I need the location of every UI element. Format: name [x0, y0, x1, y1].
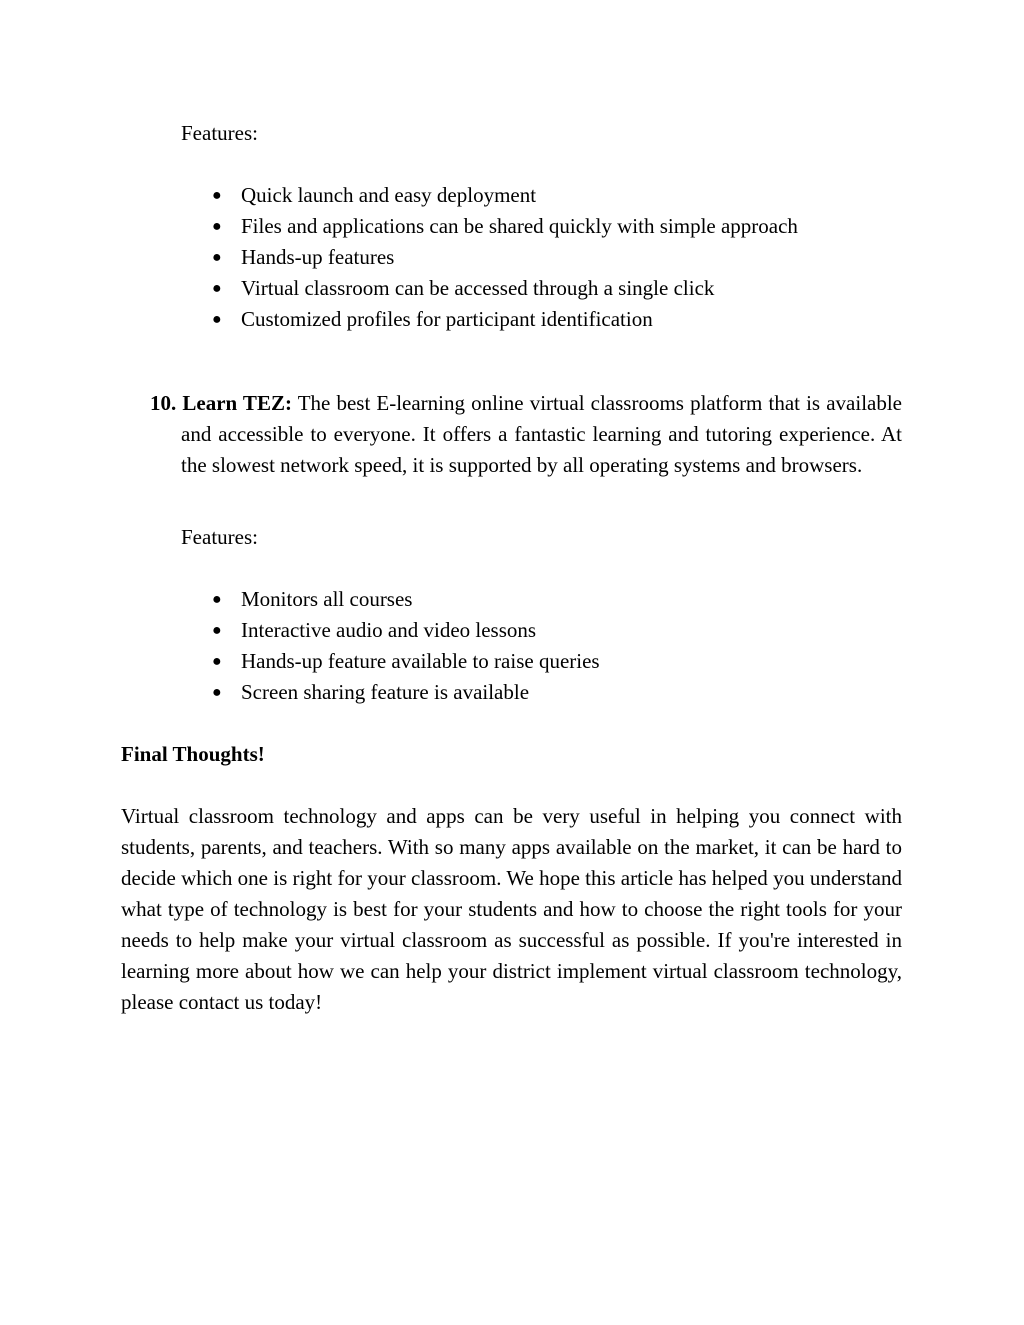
bullet-icon: ● — [212, 653, 222, 670]
list-item-text: Monitors all courses — [241, 587, 413, 611]
list-item-text: Customized profiles for participant identification — [241, 307, 653, 331]
bullet-icon: ● — [212, 684, 222, 701]
bullet-icon: ● — [212, 311, 222, 328]
list-item-text: Screen sharing feature is available — [241, 680, 530, 704]
item-description: The best E-learning online virtual classrooms platform that is available and accessible to everyone. It offers a fantastic learning and tutoring experience. At the slowest network speed, it is supported by all operating systems and browsers. — [181, 391, 903, 477]
item-number: 10. — [150, 391, 177, 415]
section-heading: Final Thoughts! — [121, 742, 265, 766]
list-item — [181, 677, 901, 708]
closing-paragraph: Virtual classroom technology and apps can be very useful in helping you connect with students, parents, and teachers. With so many apps available on the market, it can be hard to decide which one is right for your classroom. We hope this article has helped you understand what type of technology is best for your students and how to choose the right tools for your needs to help make your virtual classroom as successful as possible. If you're interested in learning more about how we can help your district implement virtual classroom technology, please contact us today! — [121, 804, 902, 1014]
list-item-text: Interactive audio and video lessons — [241, 618, 537, 642]
feature-list — [181, 180, 901, 335]
list-item — [181, 242, 901, 273]
bullet-icon: ● — [212, 249, 222, 266]
list-item — [181, 211, 901, 242]
list-item-text: Virtual classroom can be accessed through a single click — [241, 276, 715, 300]
list-item-text: Hands-up features — [241, 245, 395, 269]
item-paragraph — [150, 388, 902, 481]
list-item-text: Files and applications can be shared quickly with simple approach — [241, 214, 798, 238]
list-item — [181, 304, 901, 335]
features-label: Features: — [181, 121, 258, 145]
bullet-icon: ● — [212, 187, 222, 204]
list-item-text: Hands-up feature available to raise queries — [241, 649, 600, 673]
list-item — [181, 646, 901, 677]
list-item — [181, 615, 901, 646]
item-title: Learn TEZ: — [182, 391, 292, 415]
bullet-icon: ● — [212, 622, 222, 639]
list-item — [181, 584, 901, 615]
feature-list — [181, 584, 901, 708]
list-item — [181, 180, 901, 211]
list-item — [181, 273, 901, 304]
list-item-text: Quick launch and easy deployment — [241, 183, 537, 207]
numbered-item-learn-tez — [150, 367, 902, 502]
bullet-icon: ● — [212, 218, 222, 235]
features-label: Features: — [181, 525, 258, 549]
bullet-icon: ● — [212, 280, 222, 297]
bullet-icon: ● — [212, 591, 222, 608]
